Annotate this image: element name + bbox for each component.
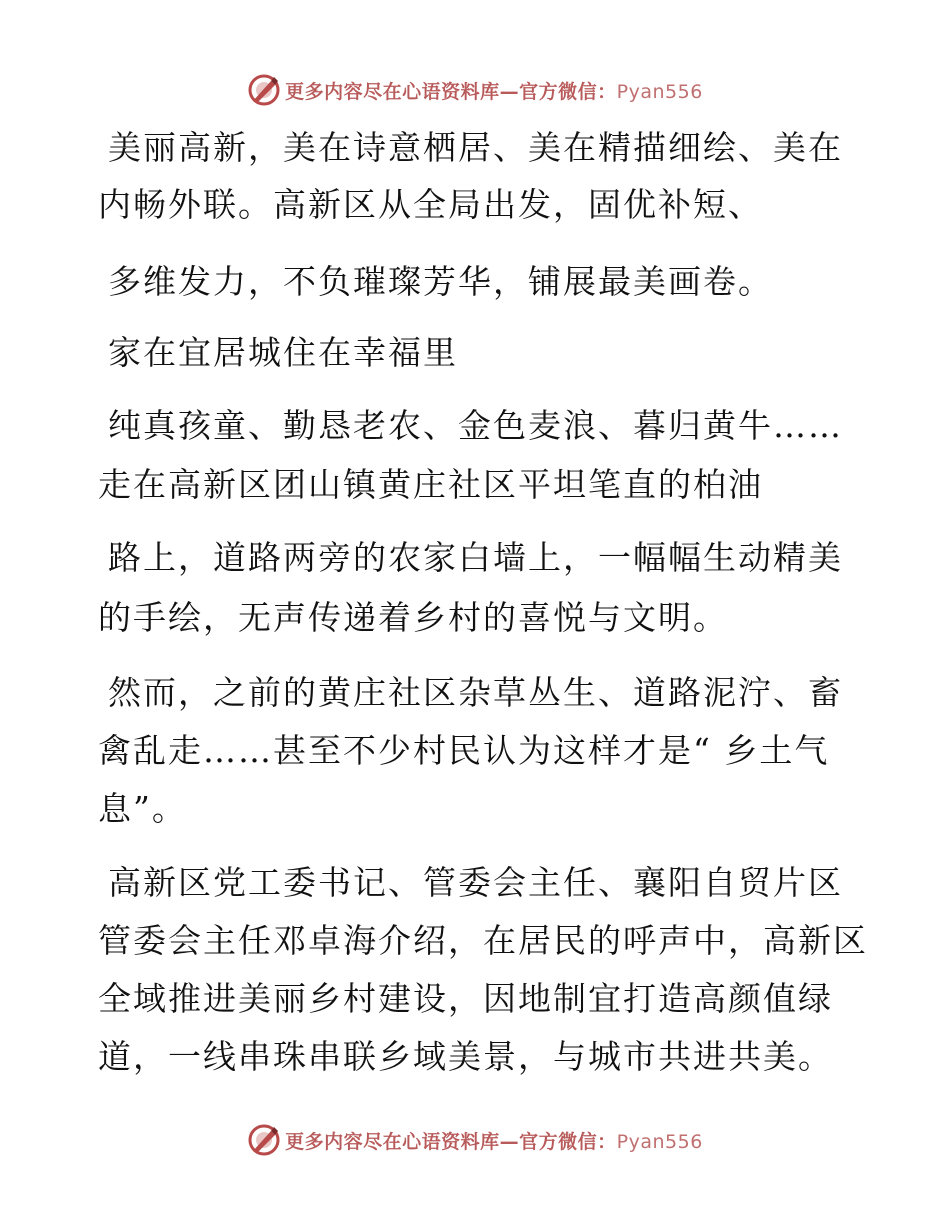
text-line-15: 道，一线串珠串联乡域美景，与城市共进共美。 [98,1037,833,1076]
text-line-2: 内畅外联。高新区从全局出发，固优补短、 [98,185,763,224]
watermark-cn: 更多内容尽在心语资料库—官方微信： [285,80,617,103]
text-line-3: 多维发力，不负璀璨芳华，铺展最美画卷。 [108,262,773,301]
text-line-9: 然而，之前的黄庄社区杂草丛生、道路泥泞、畜 [108,673,843,712]
header-watermark [0,70,950,110]
text-line-5: 纯真孩童、勤恳老农、金色麦浪、暮归黄牛…… [108,406,843,445]
watermark-id: Pyan556 [616,80,703,103]
text-line-13: 管委会主任邓卓海介绍，在居民的呼声中，高新区 [98,921,868,960]
text-line-8: 的手绘，无声传递着乡村的喜悦与文明。 [98,598,728,637]
pen-logo-icon [247,1123,281,1157]
watermark-text [285,77,703,104]
text-line-6: 走在高新区团山镇黄庄社区平坦笔直的柏油 [98,465,763,504]
text-line-11: 息”。 [98,789,187,828]
watermark-id: Pyan556 [616,1130,703,1153]
text-line-7: 路上，道路两旁的农家白墙上，一幅幅生动精美 [108,538,843,577]
text-line-10: 禽乱走……甚至不少村民认为这样才是“ 乡土气 [98,731,830,770]
footer-watermark [0,1120,950,1160]
section-heading: 家在宜居城住在幸福里 [108,333,458,372]
text-line-12: 高新区党工委书记、管委会主任、襄阳自贸片区 [108,863,843,902]
watermark-text [285,1127,703,1154]
text-line-1: 美丽高新，美在诗意栖居、美在精描细绘、美在 [108,128,843,167]
pen-logo-icon [247,73,281,107]
text-line-14: 全域推进美丽乡村建设，因地制宜打造高颜值绿 [98,979,833,1018]
watermark-cn: 更多内容尽在心语资料库—官方微信： [285,1130,617,1153]
